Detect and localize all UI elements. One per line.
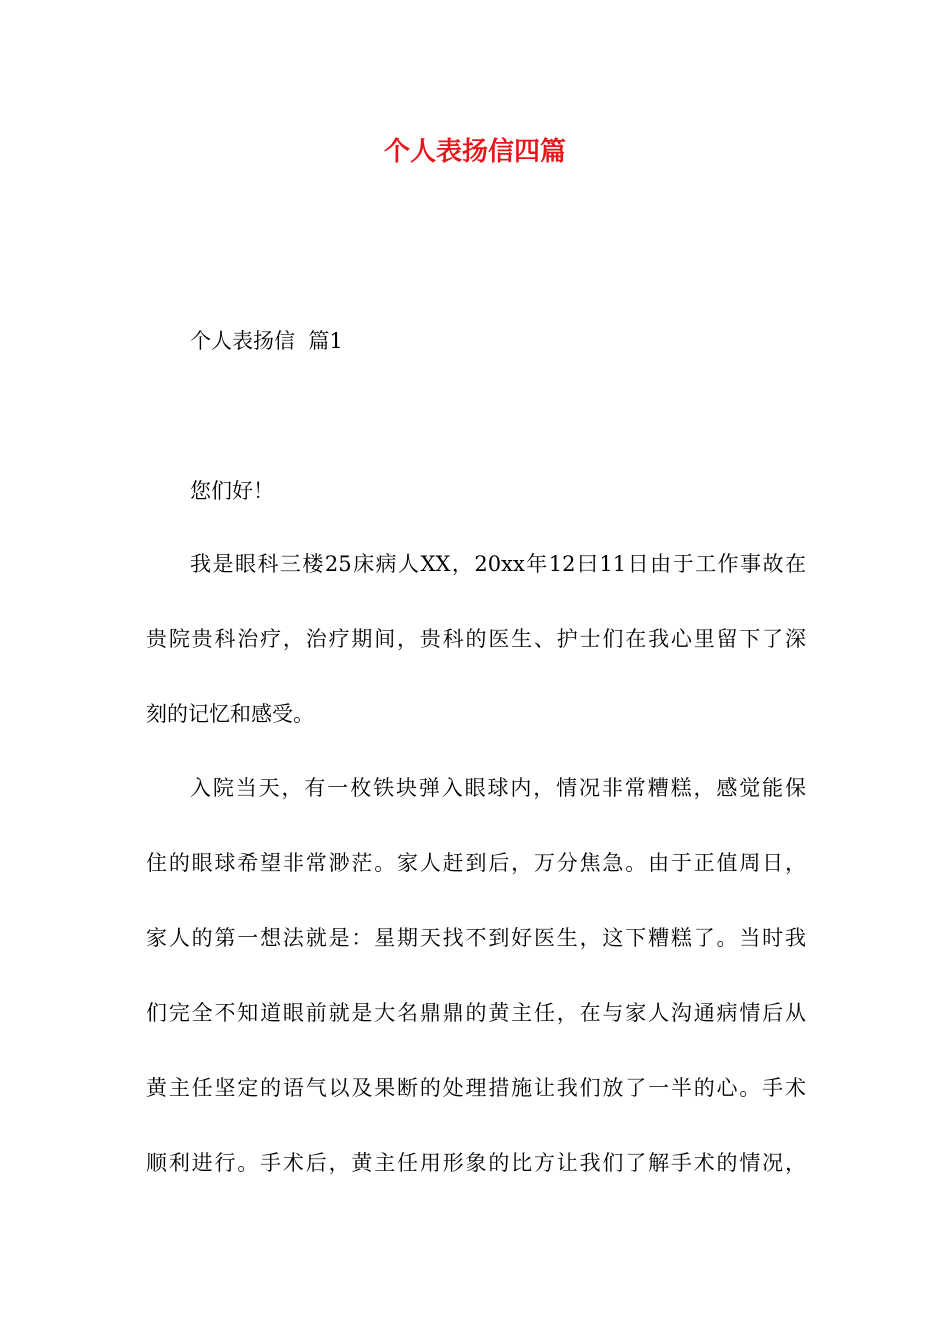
paragraph-line: 住的眼球希望非常渺茫。家人赶到后，万分焦急。由于正值周日，	[146, 851, 806, 875]
greeting: 您们好！	[190, 479, 274, 503]
paragraph-line: 家人的第一想法就是：星期天找不到好医生，这下糟糕了。当时我	[146, 926, 806, 950]
paragraph-line: 刻的记忆和感受。	[146, 702, 314, 726]
paragraph-line: 贵院贵科治疗，治疗期间，贵科的医生、护士们在我心里留下了深	[146, 627, 806, 651]
paragraph-line: 入院当天，有一枚铁块弹入眼球内，情况非常糟糕，感觉能保	[190, 776, 806, 800]
document-title: 个人表扬信四篇	[383, 137, 566, 167]
paragraph-1	[146, 527, 806, 752]
paragraph-2	[146, 751, 806, 1201]
paragraph-line: 顺利进行。手术后，黄主任用形象的比方让我们了解手术的情况，	[146, 1151, 806, 1175]
paragraph-line: 黄主任坚定的语气以及果断的处理措施让我们放了一半的心。手术	[146, 1076, 806, 1100]
paragraph-line: 我是眼科三楼25床病人XX，20xx年12曰11日由于工作事故在	[190, 552, 806, 576]
paragraph-line: 们完全不知道眼前就是大名鼎鼎的黄主任，在与家人沟通病情后从	[146, 1001, 806, 1025]
section-heading: 个人表扬信 篇1	[190, 329, 343, 353]
